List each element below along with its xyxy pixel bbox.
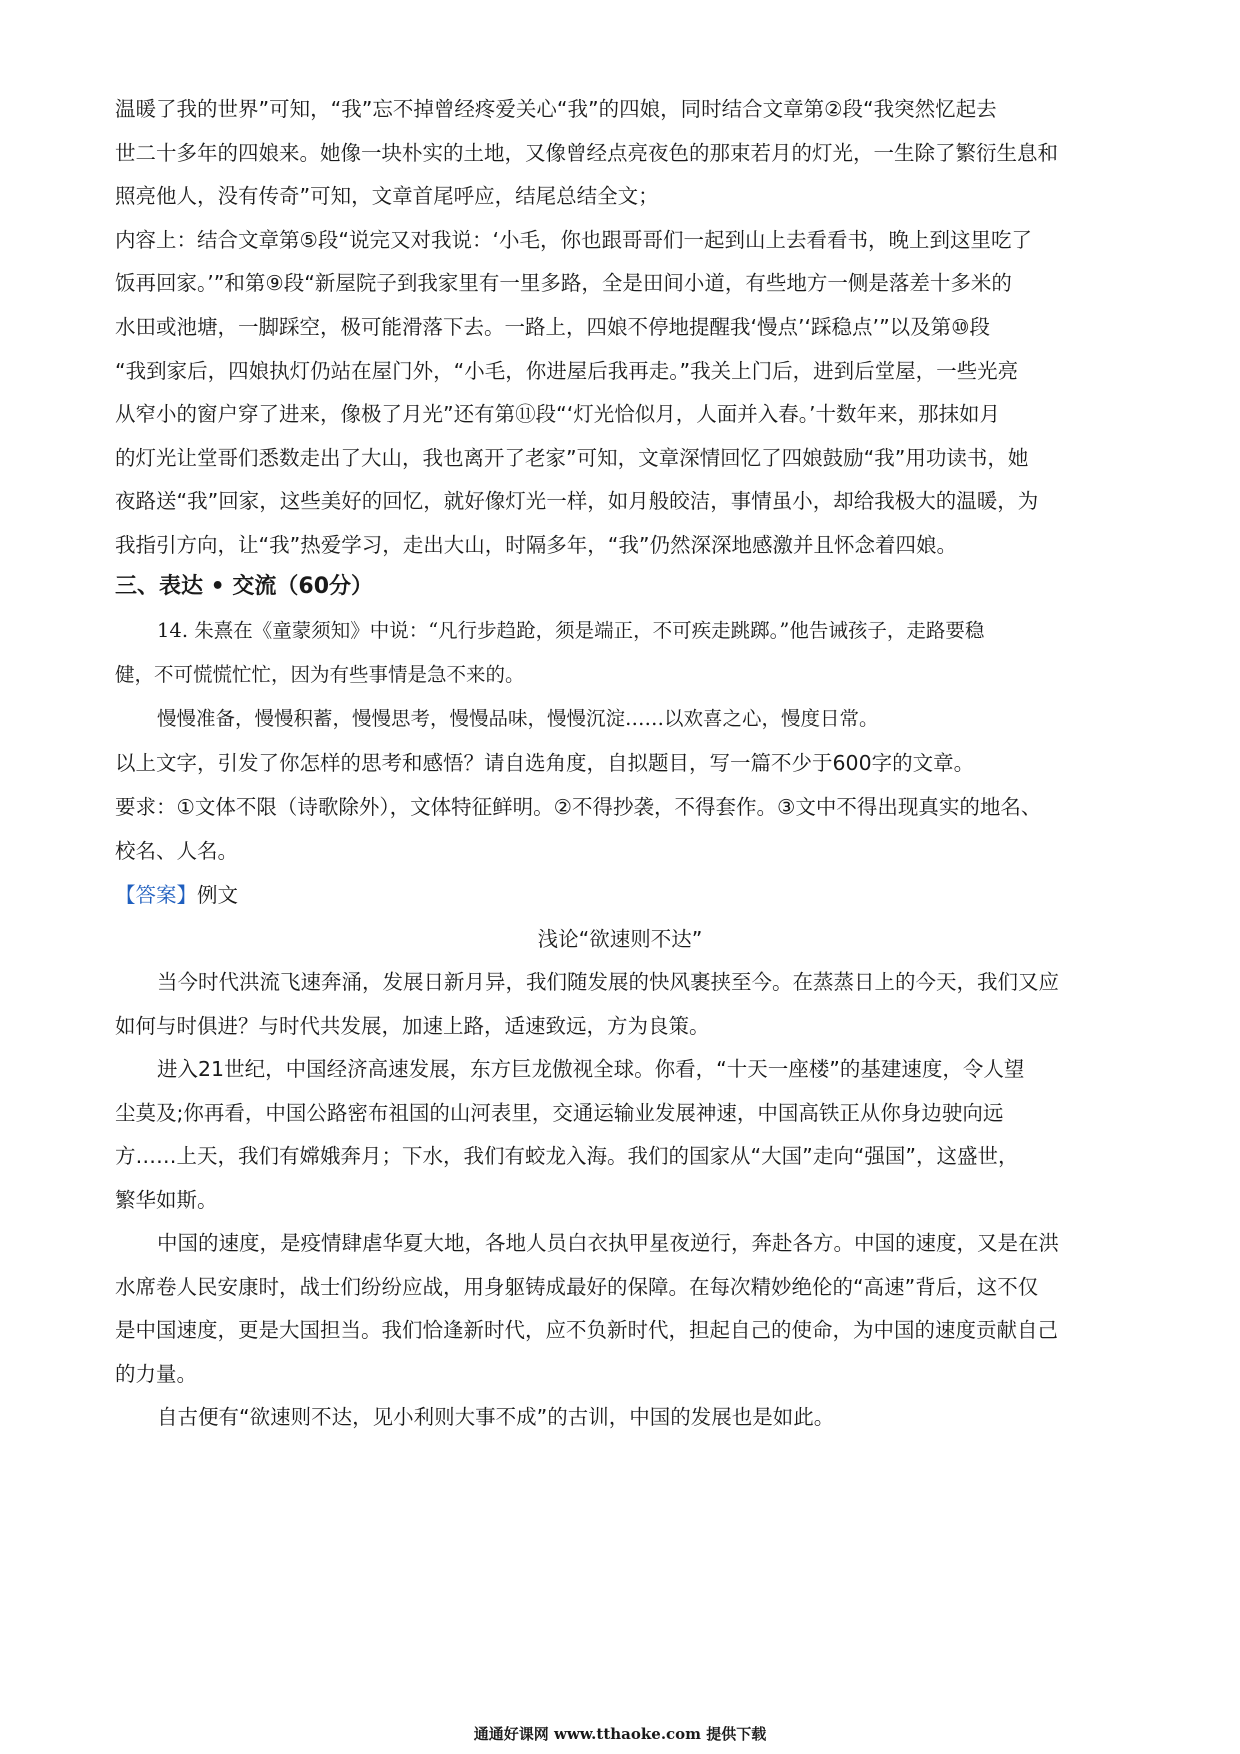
footer-watermark: 通通好课网 www.tthaoke.com 提供下载: [473, 1725, 767, 1743]
text-line: 从窄小的窗户穿了进来，像极了月光”还有第⑪段“‘灯光恰似月，人面并入春。’十数年来，那抹如月: [115, 402, 1001, 426]
text-line: 我指引方向，让“我”热爱学习，走出大山，时隔多年，“我”仍然深深地感激并且怀念着四娘。: [115, 533, 957, 557]
essay-paragraph-line: 方……上天，我们有嫦娥奔月；下水，我们有蛟龙入海。我们的国家从“大国”走向“强国”，这盛世，: [115, 1144, 1019, 1168]
question-requirement: 校名、人名。: [115, 839, 238, 863]
text-line: 世二十多年的四娘来。她像一块朴实的土地，又像曾经点亮夜色的那束若月的灯光，一生除了繁衍生息和: [115, 141, 1058, 165]
essay-paragraph-line: 如何与时俱进？与时代共发展，加速上路，适速致远，方为良策。: [115, 1014, 710, 1038]
answer-label: 例文: [197, 883, 238, 907]
essay-paragraph-line: 是中国速度，更是大国担当。我们恰逢新时代，应不负新时代，担起自己的使命，为中国的速度贡献自己: [115, 1318, 1058, 1342]
text-line: 温暖了我的世界”可知，“我”忘不掉曾经疼爱关心“我”的四娘，同时结合文章第②段“我突然忆起去: [115, 97, 997, 121]
text-line: 的灯光让堂哥们悉数走出了大山，我也离开了老家”可知，文章深情回忆了四娘鼓励“我”用功读书，她: [115, 446, 1029, 470]
essay-paragraph-line: 当今时代洪流飞速奔涌，发展日新月异，我们随发展的快风裹挟至今。在蒸蒸日上的今天，我们又应: [157, 970, 1059, 994]
question-requirement: 要求：①文体不限（诗歌除外），文体特征鲜明。②不得抄袭，不得套作。③文中不得出现真实的地名、: [115, 795, 1042, 819]
text-line: 饭再回家。’”和第⑨段“新屋院子到我家里有一里多路，全是田间小道，有些地方一侧是落差十多米的: [115, 271, 1012, 295]
essay-paragraph-line: 的力量。: [115, 1362, 197, 1386]
essay-paragraph-line: 进入21世纪，中国经济高速发展，东方巨龙傲视全球。你看，“十天一座楼”的基建速度，令人望: [157, 1057, 1025, 1081]
text-line: 水田或池塘，一脚踩空，极可能滑落下去。一路上，四娘不停地提醒我‘慢点’‘踩稳点’”以及第⑩段: [115, 315, 991, 339]
section-heading: 三、表达 • 交流（60分）: [115, 574, 373, 599]
essay-paragraph-line: 自古便有“欲速则不达，见小利则大事不成”的古训，中国的发展也是如此。: [157, 1405, 835, 1429]
answer-line: [115, 881, 1125, 909]
essay-paragraph-line: 尘莫及;你再看，中国公路密布祖国的山河表里，交通运输业发展神速，中国高铁正从你身边驶向远: [115, 1101, 1004, 1125]
text-line: “我到家后，四娘执灯仍站在屋门外，“小毛，你进屋后我再走。”我关上门后，进到后堂屋，一些光亮: [115, 359, 1019, 383]
question-text: 以上文字，引发了你怎样的思考和感悟？请自选角度，自拟题目，写一篇不少于600字的文章。: [115, 751, 975, 775]
essay-paragraph-line: 中国的速度，是疫情肆虐华夏大地，各地人员白衣执甲星夜逆行，奔赴各方。中国的速度，又是在洪: [157, 1231, 1059, 1255]
question-text: 慢慢准备，慢慢积蓄，慢慢思考，慢慢品味，慢慢沉淀……以欢喜之心，慢度日常。: [157, 707, 879, 730]
essay-paragraph-line: 水席卷人民安康时，战士们纷纷应战，用身躯铸成最好的保障。在每次精妙绝伦的“高速”背后，这不仅: [115, 1275, 1039, 1299]
text-line: 夜路送“我”回家，这些美好的回忆，就好像灯光一样，如月般皎洁，事情虽小，却给我极大的温暖，为: [115, 489, 1039, 513]
question-text: 14. 朱熹在《童蒙须知》中说：“凡行步趋跄，须是端正，不可疾走跳踯。”他告诫孩子，走路要稳: [157, 619, 985, 642]
text-line: 内容上：结合文章第⑤段“说完又对我说：‘小毛，你也跟哥哥们一起到山上去看看书，晚上到这里吃了: [115, 228, 1033, 252]
question-text: 健，不可慌慌忙忙，因为有些事情是急不来的。: [115, 663, 525, 686]
text-line: 照亮他人，没有传奇”可知，文章首尾呼应，结尾总结全文；: [115, 184, 659, 208]
essay-title: 浅论“欲速则不达”: [537, 927, 703, 951]
answer-tag: 【答案】: [115, 883, 197, 907]
essay-paragraph-line: 繁华如斯。: [115, 1188, 218, 1212]
